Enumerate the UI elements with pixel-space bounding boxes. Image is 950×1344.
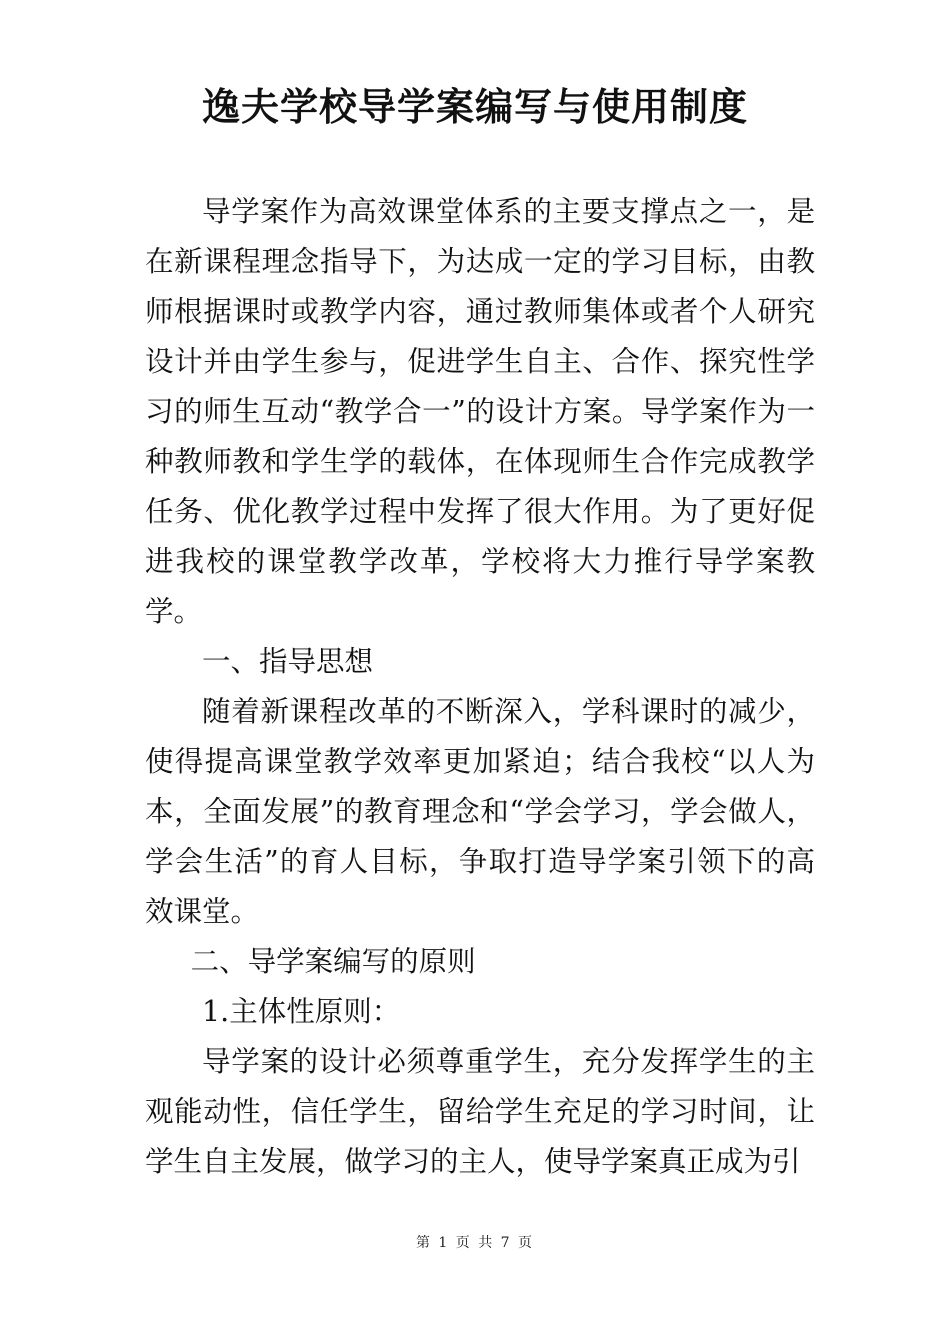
page-number-footer: 第 1 页 共 7 页: [415, 1235, 535, 1251]
guiding-thought-paragraph: 随着新课程改革的不断深入，学科课时的减少，使得提高课堂教学效率更加紧迫；结合我校“以人为本，全面发展”的教育理念和“学会学习，学会做人，学会生活”的育人目标，争取打造导学案引领下的高效课堂。: [145, 695, 815, 928]
subheading-subjectivity-principle: 1.主体性原则：: [202, 995, 401, 1028]
subjectivity-principle-paragraph: 导学案的设计必须尊重学生，充分发挥学生的主观能动性，信任学生，留给学生充足的学习时间，让学生自主发展，做学习的主人，使导学案真正成为引: [145, 1045, 815, 1178]
section-heading-principles: 二、导学案编写的原则: [190, 945, 476, 978]
document-title: 逸夫学校导学案编写与使用制度: [201, 84, 748, 129]
section-heading-guiding-thought: 一、指导思想: [202, 645, 374, 678]
document-body: [145, 187, 815, 1187]
intro-paragraph: 导学案作为高效课堂体系的主要支撑点之一，是在新课程理念指导下，为达成一定的学习目标，由教师根据课时或教学内容，通过教师集体或者个人研究设计并由学生参与，促进学生自主、合作、探究性学习的师生互动“教学合一”的设计方案。导学案作为一种教师教和学生学的载体，在体现师生合作完成教学任务、优化教学过程中发挥了很大作用。为了更好促进我校的课堂教学改革，学校将大力推行导学案教学。: [145, 195, 815, 628]
